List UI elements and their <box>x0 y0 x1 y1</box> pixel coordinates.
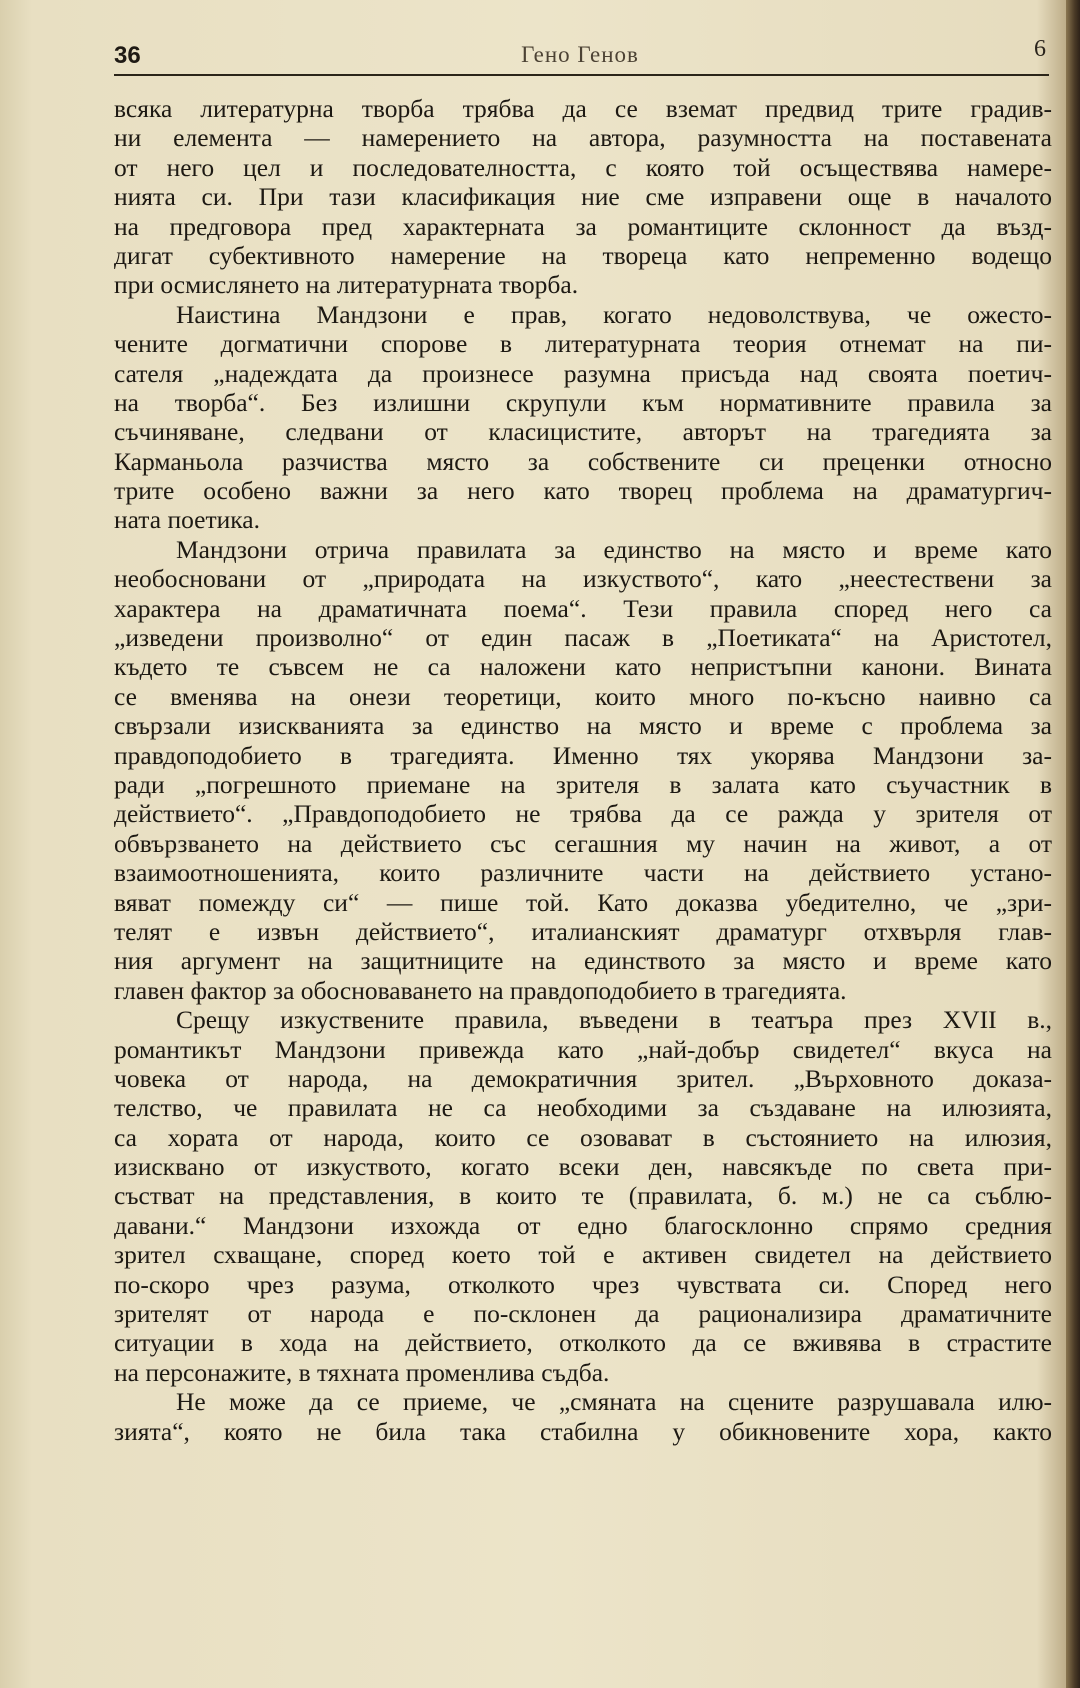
text-line: дигат субективното намерение на твореца като непременно водещо <box>114 240 1052 270</box>
text-line: са хората от народа, които се озовават в състоянието на илюзия, <box>114 1122 1052 1152</box>
text-line: взаимоотношенията, които различните части на действието устано- <box>114 858 1052 888</box>
text-line: човека от народа, на демократичния зрител. „Върховното доказа- <box>114 1063 1052 1093</box>
text-line: обвързването на действието със сегашния му начин на живот, а от <box>114 828 1052 858</box>
paragraph-first-line: Срещу изкуствените правила, въведени в театъра през XVII в., <box>176 1005 1052 1035</box>
text-line: свързали изискванията за единство на място и време с проблема за <box>114 711 1052 741</box>
text-line: ната поетика. <box>114 505 260 535</box>
text-line: съчиняване, следвани от класицистите, авторът на трагедията за <box>114 417 1052 447</box>
running-head-author: Гено Генов <box>521 42 639 67</box>
text-line: необосновани от „природата на изкуството“, като „неестествени за <box>114 564 1052 594</box>
text-line: вяват помежду си“ — пише той. Като доказва убедително, че „зри- <box>114 887 1052 917</box>
text-line: правдоподобието в трагедията. Именно тях укорява Мандзони за- <box>114 740 1052 770</box>
paragraph-first-line: Не може да се приеме, че „смяната на сцените разрушавала илю- <box>176 1387 1052 1417</box>
text-line: на творба“. Без излишни скрупули към нормативните правила за <box>114 387 1052 417</box>
text-line: телство, че правилата не са необходими за създаване на илюзията, <box>114 1093 1052 1123</box>
text-line: телят е извън действието“, италианският драматург отхвърля глав- <box>114 916 1052 946</box>
paragraph-first-line: Мандзони отрича правилата за единство на място и време като <box>176 534 1052 564</box>
text-line: от него цел и последователността, с която той осъществява намере- <box>114 152 1052 182</box>
text-line: ради „погрешното приемане на зрителя в залата като съучастник в <box>114 769 1052 799</box>
text-line: по-скоро чрез разума, отколкото чрез чувствата си. Според него <box>114 1269 1052 1299</box>
text-line: романтикът Мандзони привежда като „най-добър свидетел“ вкуса на <box>114 1034 1052 1064</box>
text-line: ни елемента — намерението на автора, разумността на поставената <box>114 123 1052 153</box>
text-line: чените догматични спорове в литературната теория отнемат на пи- <box>114 329 1052 359</box>
text-line: където те съвсем не са наложени като непристъпни канони. Вината <box>114 652 1052 682</box>
text-line: ния аргумент на защитниците на единството за място и време като <box>114 946 1052 976</box>
book-spine-edge <box>1066 0 1080 1688</box>
text-line: състват на представления, в които те (правилата, б. м.) не са съблю- <box>114 1181 1052 1211</box>
signature-mark: 6 <box>1034 36 1046 62</box>
text-line: трите особено важни за него като творец проблема на драматургич- <box>114 476 1052 506</box>
paragraph-first-line: Наистина Мандзони е прав, когато недоволствува, че ожесто- <box>176 299 1052 329</box>
text-line: при осмислянето на литературната творба. <box>114 270 579 300</box>
text-line: се вменява на онези теоретици, които много по-късно наивно са <box>114 681 1052 711</box>
text-line: на персонажите, в тяхната променлива съдба. <box>114 1357 610 1387</box>
text-line: на предговора пред характерната за романтиците склонност да възд- <box>114 211 1052 241</box>
text-line: „изведени произволно“ от един пасаж в „Поетиката“ на Аристотел, <box>114 623 1052 653</box>
text-line: действието“. „Правдоподобието не трябва да се ражда у зрителя от <box>114 799 1052 829</box>
text-line: зрителят от народа е по-склонен да рационализира драматичните <box>114 1299 1052 1329</box>
text-line: ситуации в хода на действието, отколкото да се вживява в страстите <box>114 1328 1052 1358</box>
text-line: сателя „надеждата да произнесе разумна присъда над своята поетич- <box>114 358 1052 388</box>
page-number: 36 <box>114 42 141 69</box>
text-line: нията си. При тази класификация ние сме изправени още в началото <box>114 182 1052 212</box>
body-text <box>114 94 1052 1446</box>
text-line: характера на драматичната поема“. Тези правила според него са <box>114 593 1052 623</box>
header-rule <box>114 74 1049 76</box>
text-line: Карманьола разчиства място за собствените си преценки относно <box>114 446 1052 476</box>
text-line: давани.“ Мандзони изхожда от едно благосклонно спрямо средния <box>114 1210 1052 1240</box>
page-header <box>114 36 1046 76</box>
text-line: всяка литературна творба трябва да се вземат предвид трите градив- <box>114 94 1052 123</box>
text-line: изисквано от изкуството, когато всеки ден, навсякъде по света при- <box>114 1152 1052 1182</box>
text-line: зрител схващане, според което той е активен свидетел на действието <box>114 1240 1052 1270</box>
text-line: главен фактор за обосноваването на правдоподобието в трагедията. <box>114 975 847 1005</box>
text-line: зията“, която не била така стабилна у обикновените хора, както <box>114 1416 1052 1446</box>
